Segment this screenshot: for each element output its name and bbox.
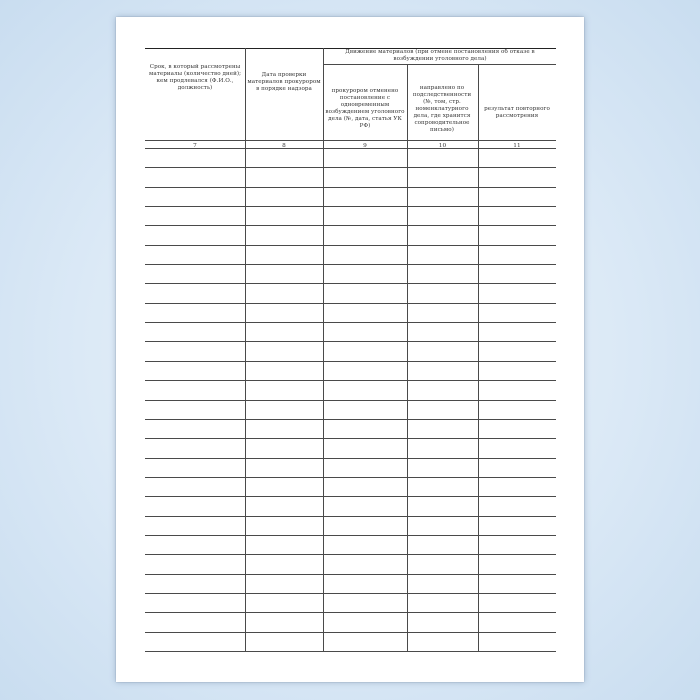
- table-row-line: [145, 264, 556, 265]
- column-number-8: 8: [282, 143, 286, 149]
- header-bottom-border: [145, 140, 556, 141]
- column-number-10: 10: [438, 143, 447, 149]
- table-row-line: [145, 535, 556, 536]
- column-divider: [323, 48, 324, 651]
- journal-page: [116, 17, 584, 682]
- table-row-line: [145, 516, 556, 517]
- column-number-7: 7: [193, 143, 197, 149]
- table-row-line: [145, 380, 556, 381]
- table-row-line: [145, 167, 556, 168]
- table-row-line: [145, 438, 556, 439]
- table-row-line: [145, 419, 556, 420]
- table-row-line: [145, 206, 556, 207]
- header-col-8: Дата проверки материалов прокурором в порядке надзора: [247, 72, 321, 92]
- column-divider: [245, 48, 246, 651]
- header-col-7: Срок, в который рассмотрены материалы (количество дней); кем продлевался (Ф.И.О., должность): [148, 64, 242, 91]
- table-row-line: [145, 341, 556, 342]
- table-row-line: [145, 187, 556, 188]
- column-number-11: 11: [513, 143, 521, 149]
- table-row-line: [145, 477, 556, 478]
- table-row-line: [145, 574, 556, 575]
- table-row-line: [145, 496, 556, 497]
- column-number-9: 9: [363, 143, 367, 149]
- table-row-line: [145, 361, 556, 362]
- table-row-line: [145, 283, 556, 284]
- table-row-line: [145, 612, 556, 613]
- header-col-11: результат повторного рассмотрения: [484, 106, 550, 119]
- header-col-9: прокурором отменено постановление с одновременным возбуждением уголовного дела (№, дата, статья УК РФ): [325, 88, 405, 129]
- table-row-line: [145, 458, 556, 459]
- table-row-line: [145, 245, 556, 246]
- header-col-10: направлено по подследственности (№, том, стр. номенклатурного дела, где хранится сопроводительное письмо): [412, 85, 472, 133]
- group-header: Движение материалов (при отмене постановления об отказе в возбуждении уголовного дела): [345, 49, 535, 62]
- table-row-line: [145, 225, 556, 226]
- table-row-line: [145, 400, 556, 401]
- table-row-line: [145, 651, 556, 652]
- column-divider: [478, 64, 479, 651]
- table-top-border: [145, 48, 556, 49]
- table-row-line: [145, 554, 556, 555]
- column-divider: [407, 64, 408, 651]
- column-number-row-border: [145, 148, 556, 149]
- table-row-line: [145, 632, 556, 633]
- table-row-line: [145, 303, 556, 304]
- group-header-divider: [323, 64, 556, 65]
- journal-table: [145, 48, 556, 651]
- table-row-line: [145, 322, 556, 323]
- table-row-line: [145, 593, 556, 594]
